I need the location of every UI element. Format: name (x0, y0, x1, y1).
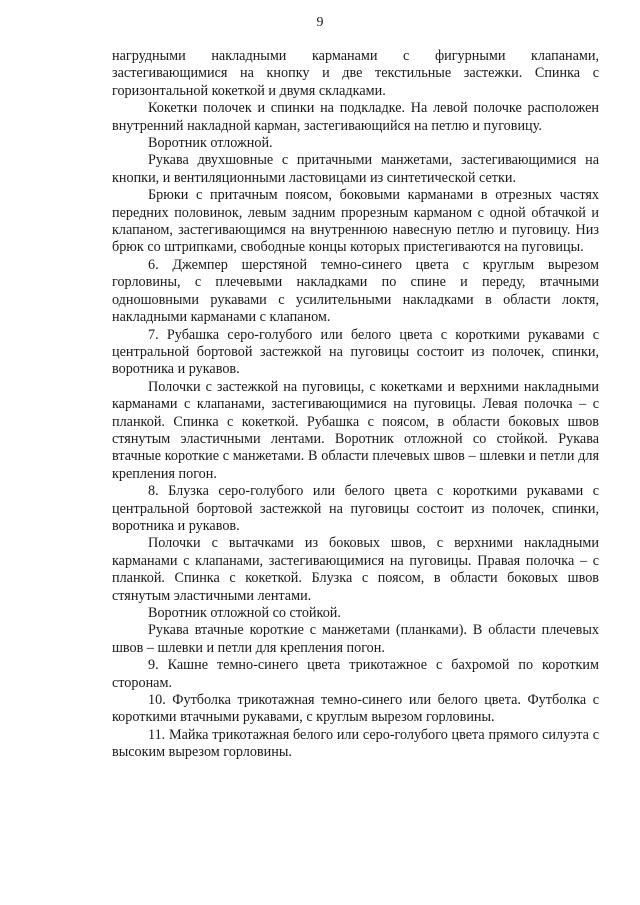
paragraph-blouse-sleeves: Рукава втачные короткие с манжетами (планками). В области плечевых швов – шлевки и петли для крепления погон. (112, 622, 599, 656)
paragraph-blouse-collar: Воротник отложной со стойкой. (148, 605, 341, 621)
paragraph-trousers: Брюки с притачным поясом, боковыми карманами в отрезных частях передних половинок, левым задним прорезным карманом с одной обтачкой и клапаном, застегивающимся на внутреннюю навесную петлю и пуговицу. Низ брюк со штрипками, свободные концы которых пристегиваются на пуговицы. (112, 187, 599, 256)
paragraph-blouse-details: Полочки с вытачками из боковых швов, с верхними накладными карманами с клапанами, застегивающимися на пуговицы. Правая полочка – с планкой. Спинка с кокеткой. Блузка с поясом, в области боковых швов стянутым эластичными лентами. (112, 535, 599, 604)
paragraph-pockets: нагрудными накладными карманами с фигурными клапанами, застегивающимися на кнопку и две текстильные застежки. Спинка с горизонтальной кокеткой и двумя складками. (112, 48, 599, 99)
paragraph-collar: Воротник отложной. (148, 135, 273, 152)
paragraph-item-7-shirt: 7. Рубашка серо-голубого или белого цвета с короткими рукавами с центральной бортовой застежкой на пуговицы состоит из полочек, спинки, воротника и рукавов. (112, 326, 599, 378)
document-body (112, 48, 599, 762)
paragraph-item-6-jumper: 6. Джемпер шерстяной темно-синего цвета с круглым вырезом горловины, с плечевыми накладками по спине и переду, втачными одношовными рукавами с усилительными накладками в области локтя, накладными карманами с клапаном. (112, 256, 599, 326)
paragraph-item-10-tshirt: 10. Футболка трикотажная темно-синего или белого цвета. Футболка с короткими втачными рукавами, с круглым вырезом горловины. (112, 692, 599, 726)
paragraph-yokes: Кокетки полочек и спинки на подкладке. На левой полочке расположен внутренний накладной карман, застегивающийся на петлю и пуговицу. (112, 100, 599, 134)
paragraph-sleeves: Рукава двухшовные с притачными манжетами, застегивающимися на кнопки, и вентиляционными ластовицами из синтетической сетки. (112, 152, 599, 186)
page-number: 9 (316, 15, 324, 30)
paragraph-item-11-tank-top: 11. Майка трикотажная белого или серо-голубого цвета прямого силуэта с высоким вырезом горловины. (112, 726, 599, 761)
paragraph-item-8-blouse: 8. Блузка серо-голубого или белого цвета с короткими рукавами с центральной бортовой застежкой на пуговицы состоит из полочек, спинки, воротника и рукавов. (112, 483, 599, 534)
paragraph-shirt-details: Полочки с застежкой на пуговицы, с кокетками и верхними накладными карманами с клапанами, застегивающимися на пуговицы. Левая полочка – с планкой. Спинка с кокеткой. Рубашка с поясом, в области боковых швов стянутым эластичными лентами. Воротник отложной со стойкой. Рукава втачные короткие с манжетами. В области плечевых швов – шлевки и петли для крепления погон. (112, 378, 599, 482)
paragraph-item-9-scarf: 9. Кашне темно-синего цвета трикотажное с бахромой по коротким сторонам. (112, 657, 599, 691)
